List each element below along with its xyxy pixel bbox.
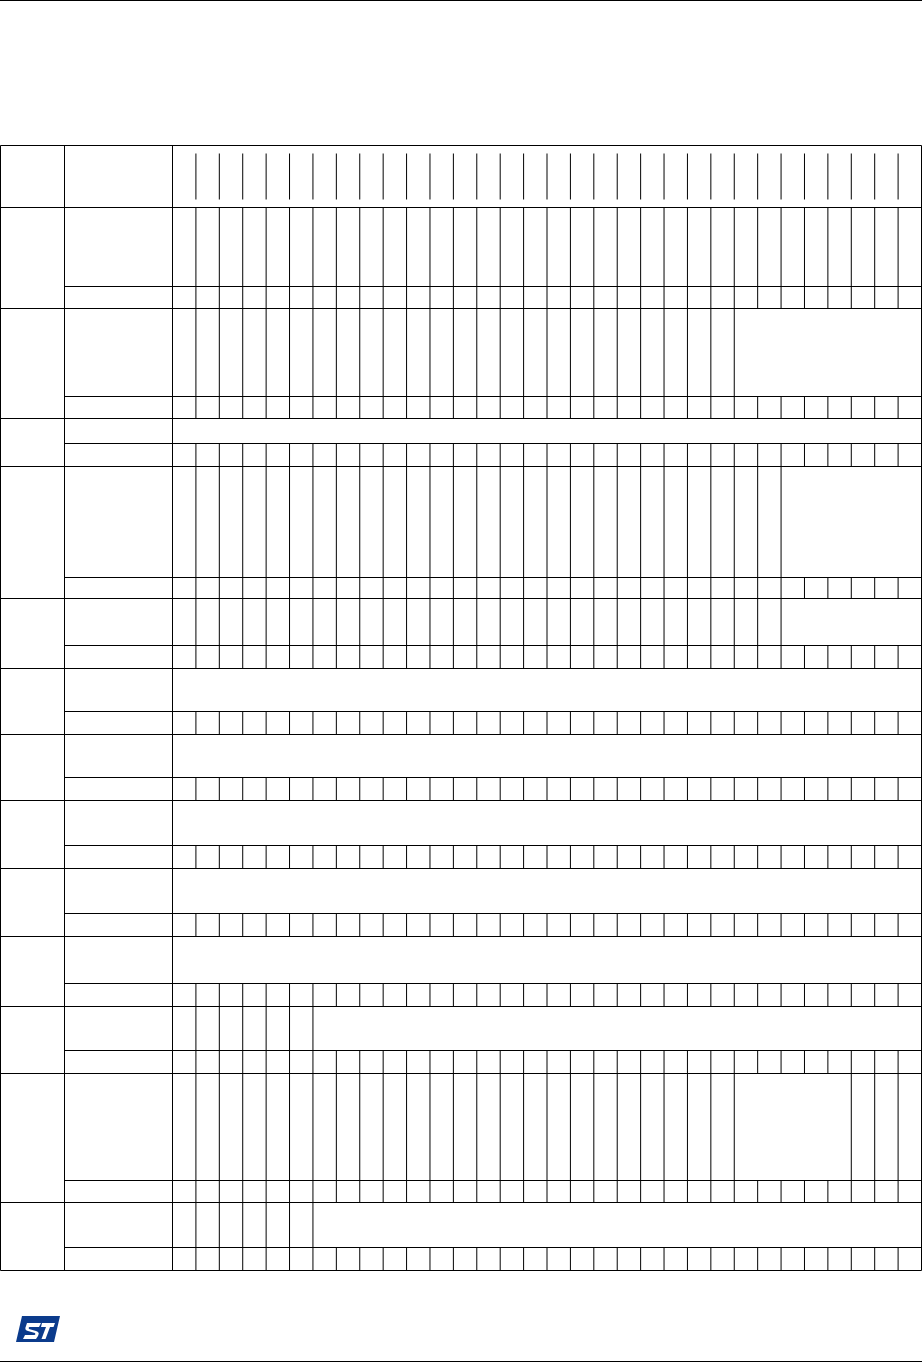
st-logo	[14, 1314, 62, 1344]
